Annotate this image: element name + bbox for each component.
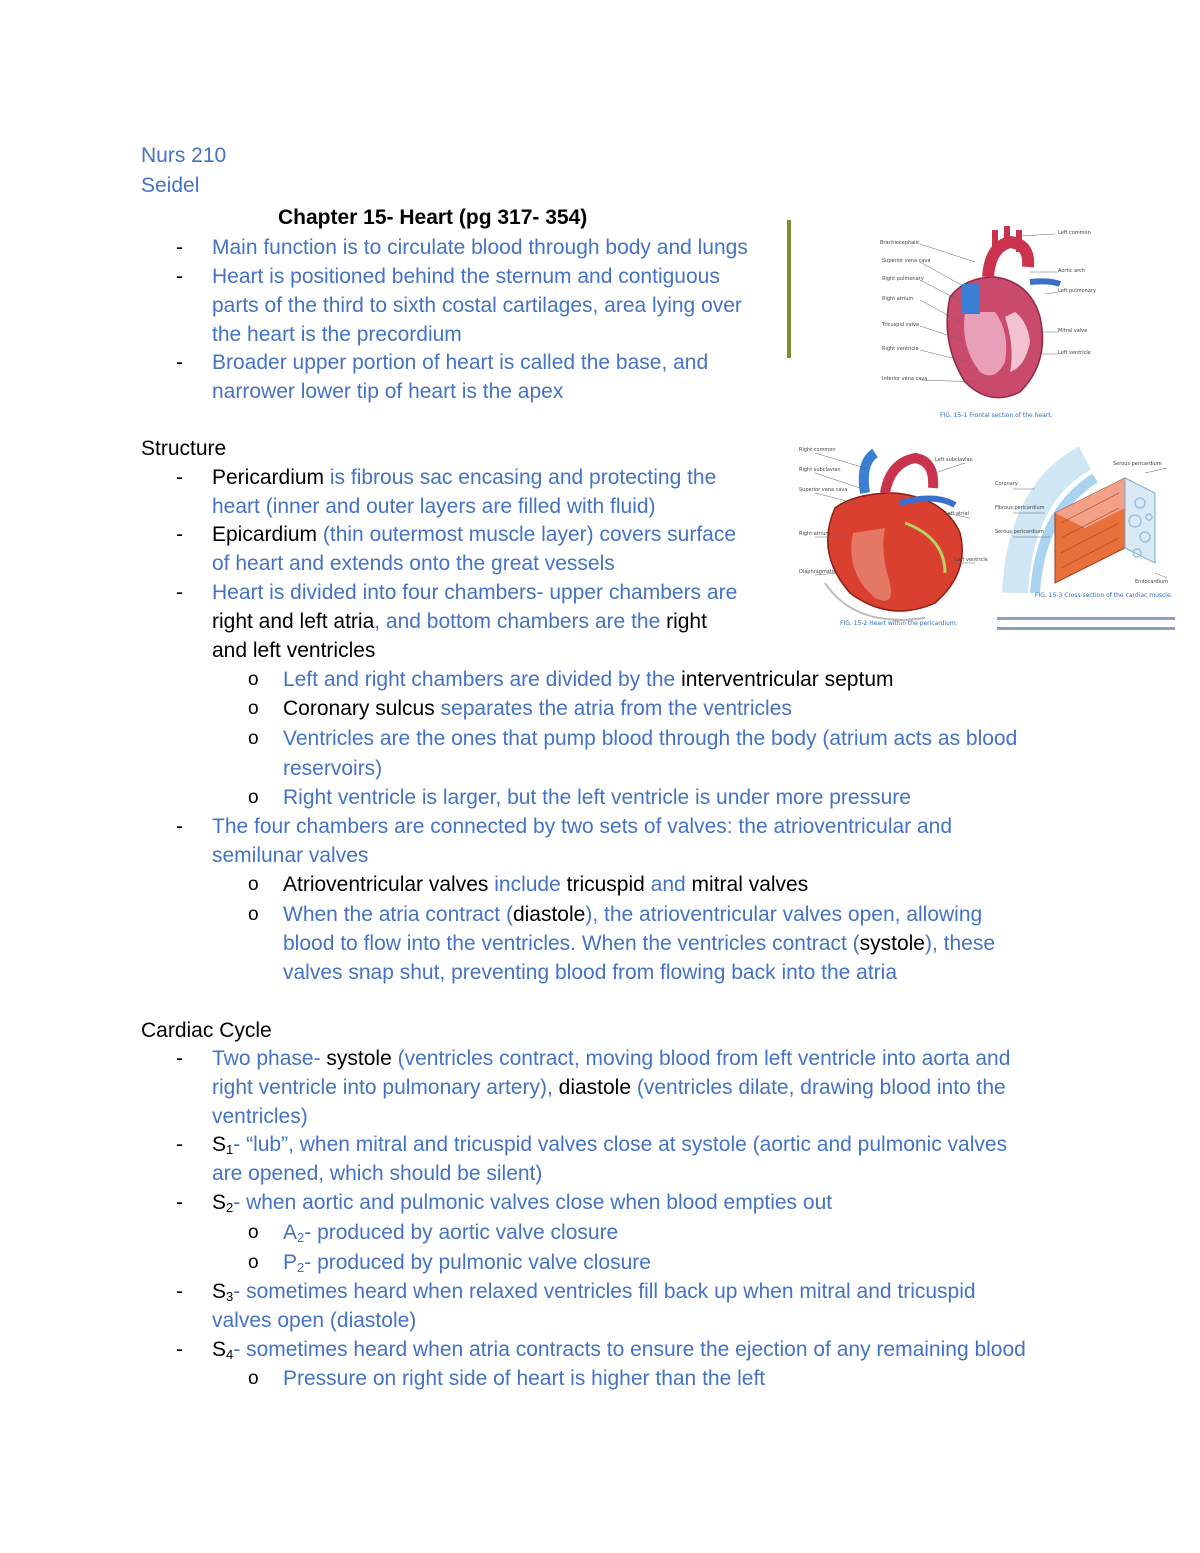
- svg-text:Diaphragmatic: Diaphragmatic: [799, 569, 836, 575]
- sub-list-item: o Atrioventricular valves include tricuspid and mitral valves: [248, 873, 809, 896]
- list-item-continued: semilunar valves: [212, 844, 369, 867]
- list-item: - $S_4-$ sometimes heard when atria contracts to ensure the ejection of any remaining blood: [176, 1338, 1026, 1362]
- sub-list-item: o $P_2-$ produced by pulmonic valve closure: [248, 1251, 651, 1275]
- svg-text:Serous pericardium: Serous pericardium: [1113, 461, 1162, 467]
- svg-text:Left atrial: Left atrial: [945, 511, 969, 517]
- section-heading-cardiac-cycle: Cardiac Cycle: [141, 1019, 272, 1042]
- svg-text:Fibrous pericardium: Fibrous pericardium: [995, 505, 1045, 511]
- list-item: - $S_3-$ sometimes heard when relaxed ventricles fill back up when mitral and tricuspid: [176, 1280, 976, 1304]
- svg-text:Superior vena cava: Superior vena cava: [799, 487, 848, 493]
- sub-list-item-continued: reservoirs): [283, 757, 383, 780]
- svg-text:Inferior vena cava: Inferior vena cava: [882, 376, 928, 382]
- sub-list-item-continued: blood to flow into the ventricles. When the ventricles contract (systole), these: [283, 932, 996, 955]
- list-item: - $S_2-$ when aortic and pulmonic valves close when blood empties out: [176, 1191, 833, 1215]
- list-item: - Heart is divided into four chambers- upper chambers are: [176, 581, 738, 604]
- list-item-continued: the heart is the precordium: [212, 323, 462, 346]
- svg-text:Aortic arch: Aortic arch: [1058, 268, 1086, 274]
- list-item-continued: are opened, which should be silent): [212, 1162, 543, 1185]
- section-heading-structure: Structure: [141, 437, 227, 460]
- sub-list-item: o Ventricles are the ones that pump blood through the body (atrium acts as blood: [248, 727, 1018, 750]
- list-item-continued: parts of the third to sixth costal cartilages, area lying over: [212, 294, 742, 317]
- list-item: - Broader upper portion of heart is called the base, and: [176, 351, 709, 374]
- svg-text:Left subclavian: Left subclavian: [935, 457, 973, 463]
- svg-text:Tricuspid valve: Tricuspid valve: [882, 322, 920, 328]
- figure-caption: FIG. 15-1 Frontal section of the heart.: [940, 412, 1053, 419]
- svg-text:Brachiocephalic: Brachiocephalic: [880, 240, 920, 246]
- list-item-continued: ventricles): [212, 1105, 308, 1128]
- svg-text:Serous pericardium: Serous pericardium: [995, 529, 1044, 535]
- author-name: Seidel: [141, 174, 200, 197]
- list-item-continued: narrower lower tip of heart is the apex: [212, 380, 564, 403]
- svg-text:Right atrium: Right atrium: [799, 531, 831, 537]
- list-item: - $S_1-$ “lub”, when mitral and tricuspid valves close at systole (aortic and pulmonic valves: [176, 1133, 1008, 1157]
- margin-bar: [787, 220, 791, 358]
- list-item: - Pericardium is fibrous sac encasing and protecting the: [176, 466, 717, 489]
- figure-caption: FIG. 15-2 Heart within the pericardium.: [840, 620, 958, 627]
- sub-list-item: o Coronary sulcus separates the atria from the ventricles: [248, 697, 792, 720]
- list-item: - Two phase- systole (ventricles contract, moving blood from left ventricle into aorta and: [176, 1047, 1011, 1070]
- list-item-continued: of heart and extends onto the great vessels: [212, 552, 615, 575]
- svg-text:Superior vena cava: Superior vena cava: [882, 258, 931, 264]
- svg-text:Left common: Left common: [1058, 230, 1091, 236]
- list-item: - Epicardium (thin outermost muscle layer) covers surface: [176, 523, 737, 546]
- svg-text:Mitral valve: Mitral valve: [1058, 328, 1088, 334]
- svg-text:Left ventricle: Left ventricle: [1058, 350, 1091, 356]
- sub-list-item: o Left and right chambers are divided by the interventricular septum: [248, 668, 894, 691]
- svg-text:Right atrium: Right atrium: [882, 296, 914, 302]
- sub-list-item: o Pressure on right side of heart is higher than the left: [248, 1367, 766, 1390]
- sub-list-item: o When the atria contract (diastole), the atrioventricular valves open, allowing: [248, 903, 983, 926]
- sub-list-item-continued: valves snap shut, preventing blood from flowing back into the atria: [283, 961, 898, 984]
- list-item-continued: right and left atria, and bottom chambers are the right: [212, 610, 707, 633]
- sub-list-item: o Right ventricle is larger, but the left ventricle is under more pressure: [248, 786, 911, 809]
- svg-text:Right pulmonary: Right pulmonary: [882, 276, 924, 282]
- heart-frontal-section-figure: [880, 222, 1100, 422]
- list-item: - The four chambers are connected by two sets of valves: the atrioventricular and: [176, 815, 953, 838]
- list-item-continued: heart (inner and outer layers are filled with fluid): [212, 495, 656, 518]
- svg-text:Endocardium: Endocardium: [1135, 579, 1168, 585]
- svg-text:Left ventricle: Left ventricle: [955, 557, 988, 563]
- svg-text:Coronary: Coronary: [995, 481, 1018, 487]
- list-item-continued: valves open (diastole): [212, 1309, 417, 1332]
- list-item-continued: right ventricle into pulmonary artery), diastole (ventricles dilate, drawing blood into the: [212, 1076, 1006, 1099]
- page-title: Chapter 15- Heart (pg 317- 354): [278, 206, 588, 229]
- svg-text:Right ventricle: Right ventricle: [882, 346, 919, 352]
- course-name: Nurs 210: [141, 144, 227, 167]
- svg-text:Left pulmonary: Left pulmonary: [1058, 288, 1096, 294]
- list-item-continued: and left ventricles: [212, 639, 376, 662]
- svg-text:Right common: Right common: [799, 447, 836, 453]
- list-item: - Main function is to circulate blood through body and lungs: [176, 236, 748, 259]
- figure-caption: FIG. 15-3 Cross section of the cardiac muscle.: [1035, 592, 1173, 599]
- sub-list-item: o $A_2-$ produced by aortic valve closure: [248, 1221, 619, 1245]
- list-item: - Heart is positioned behind the sternum and contiguous: [176, 265, 720, 288]
- svg-text:Right subclavian: Right subclavian: [799, 467, 841, 473]
